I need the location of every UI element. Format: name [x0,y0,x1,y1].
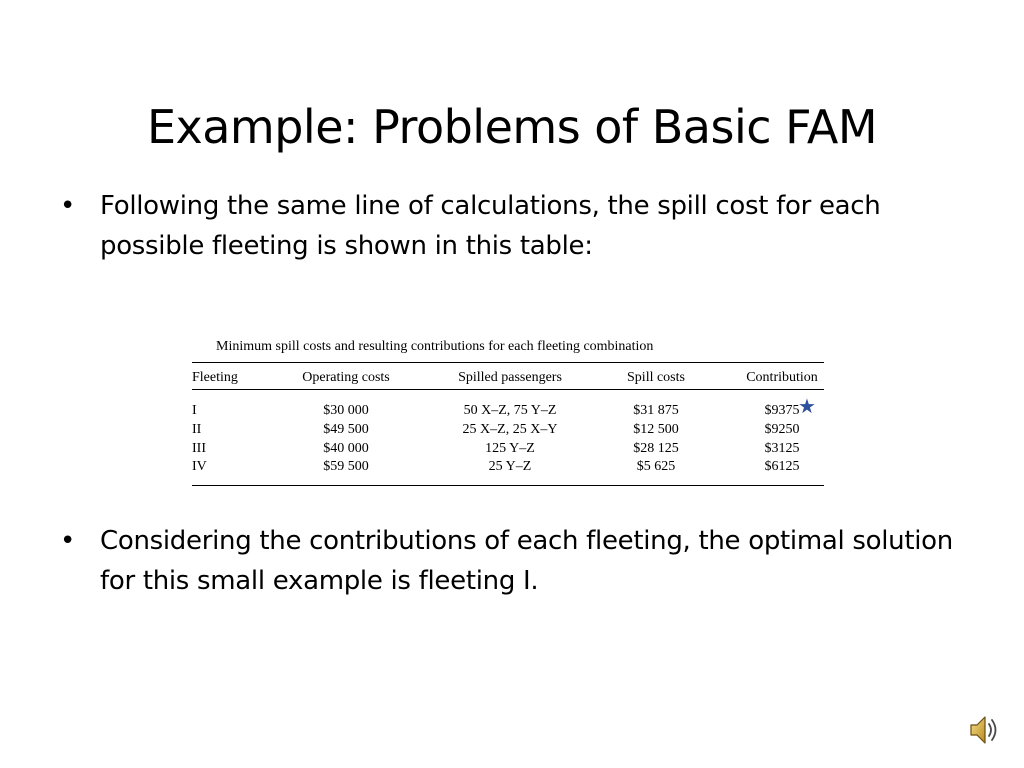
column-header-spill-costs: Spill costs [627,370,685,385]
table-cell-fleeting: IV [192,459,207,474]
slide-title: Example: Problems of Basic FAM [146,99,878,154]
table-cell-contribution: $9250 [764,422,800,437]
table-cell-contribution: $6125 [764,459,800,474]
speaker-icon[interactable] [968,712,1000,748]
table-rule-header [192,389,824,390]
bullet-item [60,186,960,266]
table-caption: Minimum spill costs and resulting contributions for each fleeting combination [216,339,654,354]
table-cell-contribution: $9375 [764,403,800,418]
table-cell-contribution: $3125 [764,441,800,456]
table-cell-spilled-passengers: 50 X–Z, 75 Y–Z [463,403,557,418]
star-icon: ★ [798,396,816,418]
table-cell-operating-costs: $40 000 [323,441,369,456]
table-cell-spill-costs: $31 875 [633,403,679,418]
table-cell-operating-costs: $49 500 [323,422,369,437]
column-header-operating-costs: Operating costs [302,370,390,385]
table-cell-spill-costs: $12 500 [633,422,679,437]
table-rule-bottom [192,485,824,486]
column-header-contribution: Contribution [746,370,818,385]
bullet-symbol: • [60,526,76,556]
table-cell-operating-costs: $59 500 [323,459,369,474]
fleeting-table-figure [192,336,824,488]
table-cell-fleeting: II [192,422,202,437]
column-header-fleeting: Fleeting [192,370,238,385]
column-header-spilled-passengers: Spilled passengers [458,370,562,385]
bullet-text: Following the same line of calculations, the spill cost for each possible fleeting is shown in this table: [100,191,881,261]
table-cell-spill-costs: $5 625 [636,459,676,474]
bullet-item [60,521,960,601]
table-cell-operating-costs: $30 000 [323,403,369,418]
table-cell-spilled-passengers: 125 Y–Z [485,441,535,456]
table-rule-top [192,362,824,363]
bullet-text: Considering the contributions of each fleeting, the optimal solution for this small example is fleeting I. [100,526,953,596]
table-cell-spilled-passengers: 25 X–Z, 25 X–Y [462,422,558,437]
table-cell-spilled-passengers: 25 Y–Z [488,459,532,474]
table-cell-fleeting: I [192,403,197,418]
table-cell-spill-costs: $28 125 [633,441,679,456]
table-cell-fleeting: III [192,441,206,456]
bullet-symbol: • [60,191,76,221]
